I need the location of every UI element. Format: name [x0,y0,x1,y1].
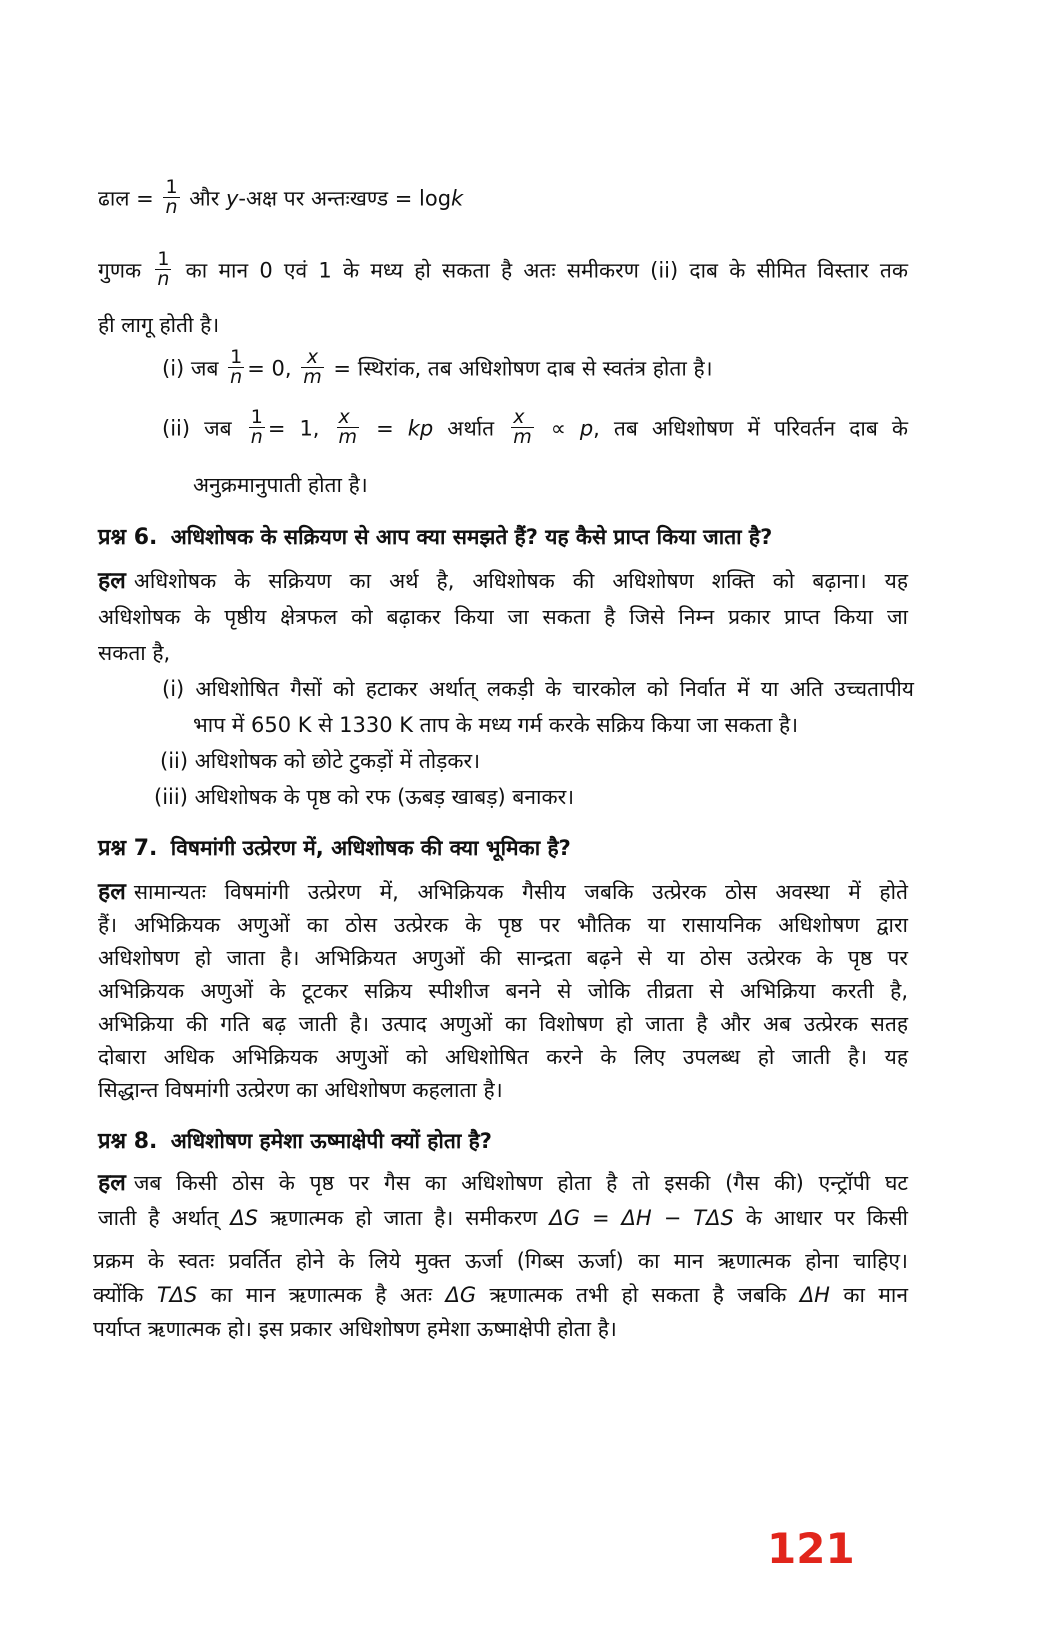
case-i: (i) जब $\frac{1}{n}$ = 0, $\frac{x}{m}$ = स्थिरांक, तब अधिशोषण दाब से स्वतंत्र होता है। [162,346,713,388]
answer-7-line2: हैं। अभिक्रियक अणुओं का ठोस उत्प्रेरक के पृष्ठ पर भौतिक या रासायनिक अधिशोषण द्वारा [98,913,908,937]
answer-8-line3: प्रक्रम के स्वतः प्रवर्तित होने के लिये मुक्त ऊर्जा (गिब्स ऊर्जा) का मान ऋणात्मक होना चाहिए। [93,1249,908,1273]
answer-7-line3: अधिशोषण हो जाता है। अभिक्रियत अणुओं की सान्द्रता बढ़ने से या ठोस उत्प्रेरक के पृष्ठ पर [98,946,908,970]
answer-6-line3: सकता है, [98,641,171,665]
answer-7-line6: दोबारा अधिक अभिक्रियक अणुओं को अधिशोषित करने के लिए उपलब्ध हो जाती है। यह [98,1045,908,1069]
answer-label: हल [98,568,126,594]
answer-label: हल [98,1170,126,1196]
answer-6-point-ii: (ii) अधिशोषक को छोटे टुकड़ों में तोड़कर। [160,749,481,773]
question-number: प्रश्न 7. [98,836,158,861]
page-number: 121 [767,1524,855,1573]
answer-8-line5: पर्याप्त ऋणात्मक हो। इस प्रकार अधिशोषण हमेशा ऊष्माक्षेपी होता है। [93,1317,617,1341]
fraction-one-over-n: $\frac{1}{n}$ [157,248,170,290]
answer-6-point-i: (i) अधिशोषित गैसों को हटाकर अर्थात् लकड़ी के चारकोल को निर्वात में या अति उच्चतापीय [162,677,914,701]
answer-7-line5: अभिक्रिया की गति बढ़ जाती है। उत्पाद अणुओं का विशोषण हो जाता है और अब उत्प्रेरक सतह [98,1012,908,1036]
answer-8-line1: हल जब किसी ठोस के पृष्ठ पर गैस का अधिशोषण होता है तो इसकी (गैस की) एन्ट्रॉपी घट [98,1170,908,1196]
answer-7-line1: हल सामान्यतः विषमांगी उत्प्रेरण में, अभिक्रियक गैसीय जबकि उत्प्रेरक ठोस अवस्था में होते [98,879,908,905]
slope-line: ढाल = $\frac{1}{n}$ और y-अक्ष पर अन्तःखण्ड = logk [98,176,464,218]
answer-6-line1: हल अधिशोषक के सक्रियण का अर्थ है, अधिशोषक की अधिशोषण शक्ति को बढ़ाना। यह [98,568,908,594]
answer-label: हल [98,879,126,905]
answer-7-line4: अभिक्रियक अणुओं के टूटकर सक्रिय स्पीशीज बनने से जोकि तीव्रता से अभिक्रिया करती है, [98,979,908,1003]
question-number: प्रश्न 8. [98,1129,158,1154]
question-8 [98,1126,492,1157]
question-number: प्रश्न 6. [98,525,158,550]
case-ii: (ii) जब $\frac{1}{n}$ = 1, $\frac{x}{m}$ = kp अर्थात $\frac{x}{m}$ ∝ p, तब अधिशोषण में परिवर्तन दाब के [162,406,909,448]
question-text: अधिशोषण हमेशा ऊष्माक्षेपी क्यों होता है? [170,1129,492,1153]
question-7 [98,833,571,864]
fraction-x-over-m: $\frac{x}{m}$ [338,406,358,448]
answer-6-point-iii: (iii) अधिशोषक के पृष्ठ को रफ (ऊबड़ खाबड़) बनाकर। [154,785,575,809]
coeff-line: गुणक $\frac{1}{n}$ का मान 0 एवं 1 के मध्य हो सकता है अतः समीकरण (ii) दाब के सीमित विस्तार तक [98,248,908,290]
question-text: विषमांगी उत्प्रेरण में, अधिशोषक की क्या भूमिका है? [170,836,571,860]
answer-6-line2: अधिशोषक के पृष्ठीय क्षेत्रफल को बढ़ाकर किया जा सकता है जिसे निम्न प्रकार प्राप्त किया जा [98,605,908,629]
question-6 [98,522,772,553]
fraction-one-over-n: $\frac{1}{n}$ [165,176,178,218]
fraction-one-over-n: $\frac{1}{n}$ [250,406,263,448]
coeff-line-cont: ही लागू होती है। [98,313,220,337]
answer-8-line2: जाती है अर्थात् ΔS ऋणात्मक हो जाता है। समीकरण ΔG = ΔH − TΔS के आधार पर किसी [98,1206,908,1230]
fraction-x-over-m: $\frac{x}{m}$ [513,406,532,448]
question-text: अधिशोषक के सक्रियण से आप क्या समझते हैं? यह कैसे प्राप्त किया जाता है? [170,525,773,549]
answer-6-point-i-cont: भाप में 650 K से 1330 K ताप के मध्य गर्म करके सक्रिय किया जा सकता है। [193,713,799,737]
answer-8-line4: क्योंकि TΔS का मान ऋणात्मक है अतः ΔG ऋणात्मक तभी हो सकता है जबकि ΔH का मान [93,1283,908,1307]
case-ii-cont: अनुक्रमानुपाती होता है। [193,473,368,497]
fraction-one-over-n: $\frac{1}{n}$ [230,346,243,388]
fraction-x-over-m: $\frac{x}{m}$ [303,346,322,388]
answer-7-line7: सिद्धान्त विषमांगी उत्प्रेरण का अधिशोषण कहलाता है। [98,1078,503,1102]
slope-label: ढाल = [98,186,161,211]
